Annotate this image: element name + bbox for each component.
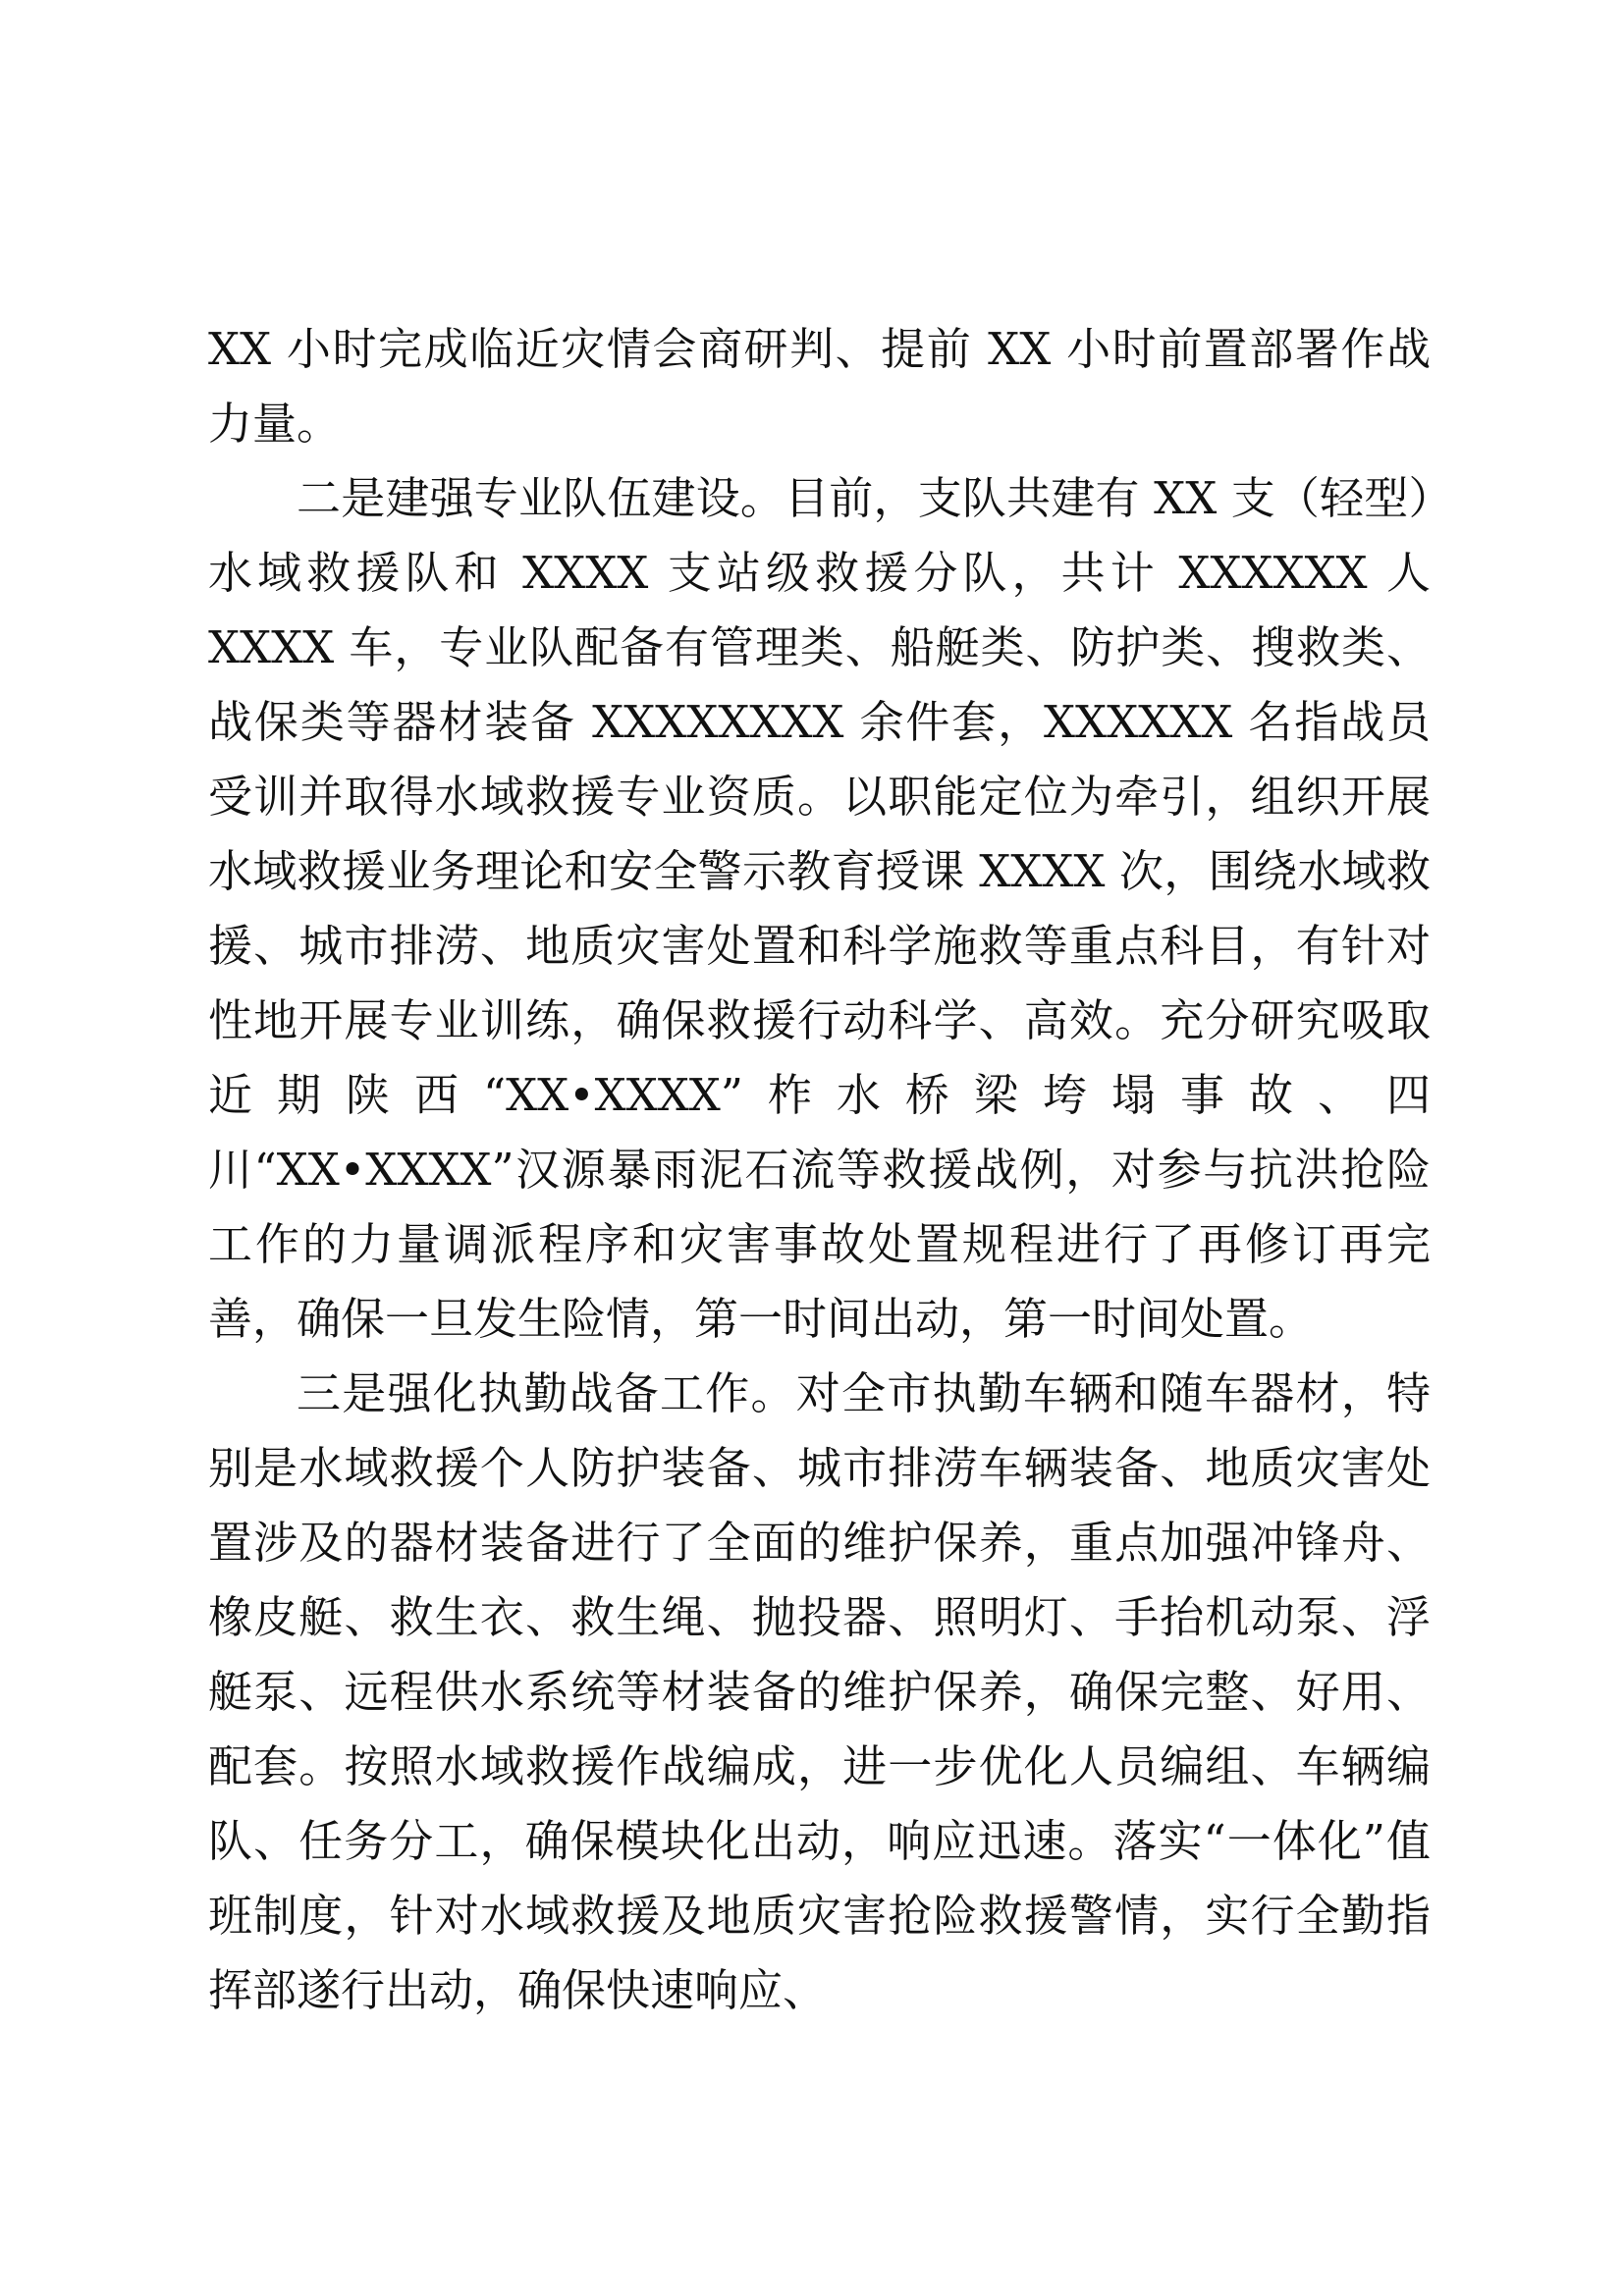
paragraph-duty-readiness: 三是强化执勤战备工作。对全市执勤车辆和随车器材，特别是水域救援个人防护装备、城市排涝车辆装备、地质灾害处置涉及的器材装备进行了全面的维护保养，重点加强冲锋舟、橡皮艇、救生衣、救生绳、抛投器、照明灯、手抬机动泵、浮艇泵、远程供水系统等材装备的维护保养，确保完整、好用、配套。按照水域救援作战编成，进一步优化人员编组、车辆编队、任务分工，确保模块化出动，响应迅速。落实“一体化”值班制度，针对水域救援及地质灾害抢险救援警情，实行全勤指挥部遂行出动，确保快速响应、 bbox=[208, 1367, 1431, 2016]
paragraph-team-building: 二是建强专业队伍建设。目前，支队共建有 XX 支（轻型）水域救援队和 XXXX 支站级救援分队，共计 XXXXXX 人 XXXX 车，专业队配备有管理类、船艇类、防护类、搜救类、战保类等器材装备 XXXXXXXX 余件套，XXXXXX 名指战员受训并取得水域救援专业资质。以职能定位为牵引，组织开展水域救援业务理论和安全警示教育授课 XXXX 次，围绕水域救援、城市排涝、地质灾害处置和科学施救等重点科目，有针对性地开展专业训练，确保救援行动科学、高效。充分研究吸取近期陕西“XX•XXXX”柞水桥梁垮塌事故、四川“XX•XXXX”汉源暴雨泥石流等救援战例，对参与抗洪抢险工作的力量调派程序和灾害事故处置规程进行了再修订再完善，确保一旦发生险情，第一时间出动，第一时间处置。 bbox=[208, 472, 1431, 1345]
document-body bbox=[208, 312, 1431, 2028]
paragraph-continuation: XX 小时完成临近灾情会商研判、提前 XX 小时前置部署作战力量。 bbox=[208, 323, 1431, 450]
